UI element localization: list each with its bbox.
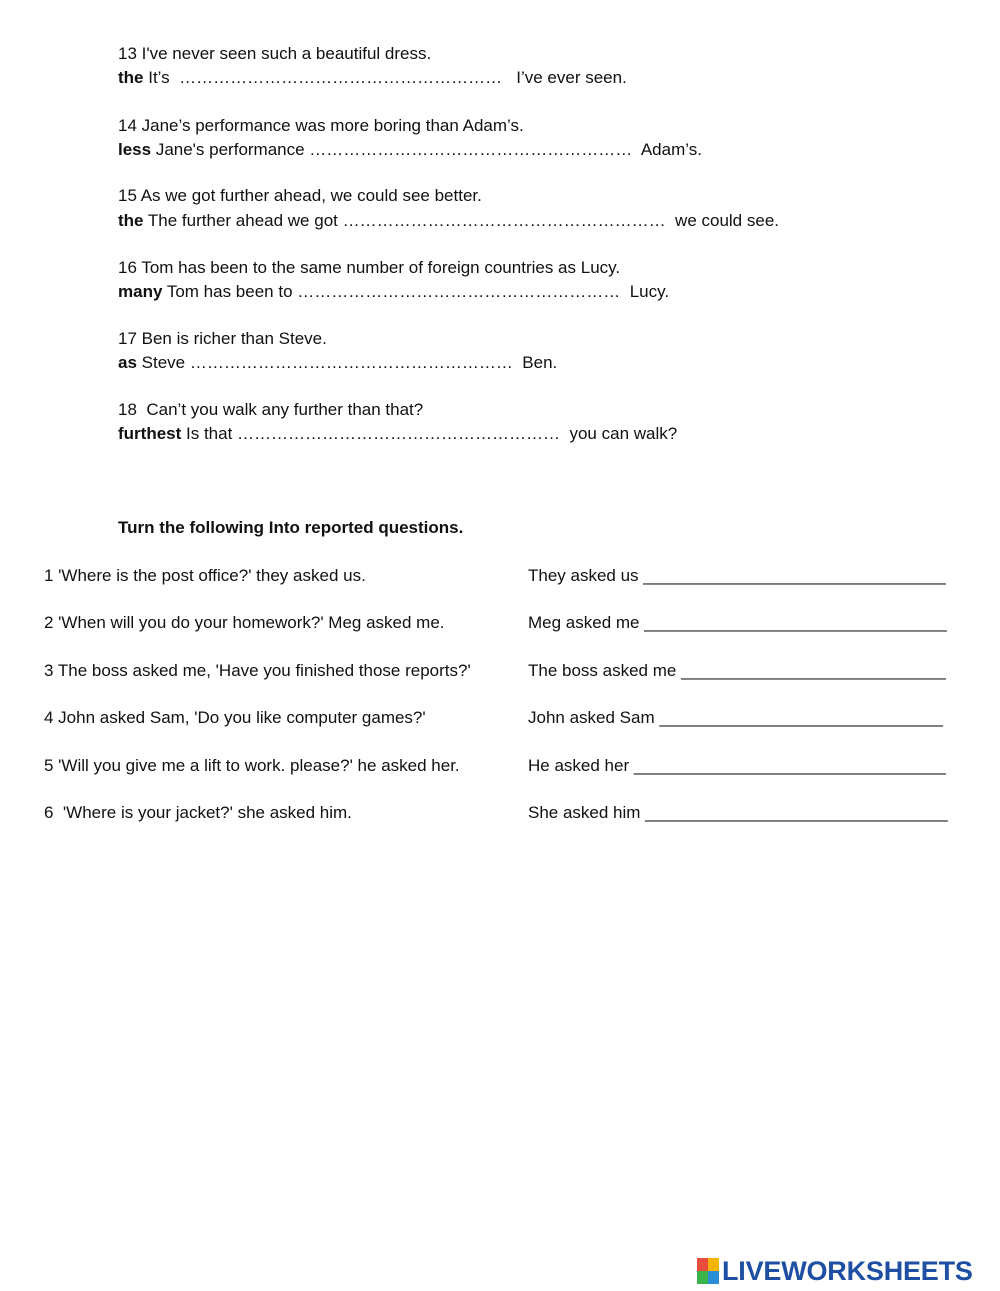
logo-mark-icon: [697, 1258, 719, 1284]
logo-mark-cell: [697, 1258, 708, 1271]
question-3-direct: 3 The boss asked me, 'Have you finished those reports?': [44, 661, 471, 680]
exercise-18-gap-text[interactable]: Is that ………………………………………………… you can walk?: [181, 424, 678, 443]
question-3-answer[interactable]: The boss asked me ____________________________: [528, 661, 946, 680]
exercise-18-prompt: [118, 424, 677, 444]
exercise-14-gap-text[interactable]: Jane's performance ………………………………………………… Adam’s.: [151, 140, 702, 159]
exercise-16-keyword: many: [118, 282, 163, 301]
exercise-13-keyword: the: [118, 68, 144, 87]
question-1-answer[interactable]: They asked us ________________________________: [528, 566, 946, 585]
exercise-15-keyword: the: [118, 211, 144, 230]
question-2-direct: 2 'When will you do your homework?' Meg asked me.: [44, 613, 445, 632]
question-6-answer[interactable]: She asked him ________________________________: [528, 803, 948, 822]
question-2-answer[interactable]: Meg asked me ________________________________: [528, 613, 947, 632]
exercise-17-gap-text[interactable]: Steve ………………………………………………… Ben.: [136, 353, 558, 372]
question-5-direct: 5 'Will you give me a lift to work. please?' he asked her.: [44, 756, 460, 775]
question-1-direct: 1 'Where is the post office?' they asked us.: [44, 566, 366, 585]
exercise-14-sentence: 14 Jane’s performance was more boring than Adam’s.: [118, 116, 524, 135]
exercise-13-prompt: [118, 68, 627, 88]
exercise-18-keyword: furthest: [118, 424, 182, 443]
question-4-answer[interactable]: John asked Sam ______________________________: [528, 708, 943, 727]
logo-mark-cell: [697, 1271, 708, 1284]
logo-text: LIVEWORKSHEETS: [722, 1256, 973, 1286]
exercise-17-prompt: [118, 353, 557, 373]
logo-mark-cell: [708, 1258, 719, 1271]
exercise-15-prompt: [118, 211, 779, 231]
exercise-13-sentence: 13 I've never seen such a beautiful dress.: [118, 44, 432, 63]
exercise-15-sentence: 15 As we got further ahead, we could see better.: [118, 186, 482, 205]
exercise-14-keyword: less: [118, 140, 152, 159]
liveworksheets-logo: [697, 1257, 973, 1285]
exercise-15-gap-text[interactable]: The further ahead we got ………………………………………………… we could see.: [143, 211, 779, 230]
logo-mark-cell: [708, 1271, 719, 1284]
exercise-16-sentence: 16 Tom has been to the same number of foreign countries as Lucy.: [118, 258, 621, 277]
question-5-answer[interactable]: He asked her _________________________________: [528, 756, 946, 775]
exercise-18-sentence: 18 Can’t you walk any further than that?: [118, 400, 424, 419]
exercise-17-keyword: as: [118, 353, 137, 372]
question-4-direct: 4 John asked Sam, 'Do you like computer games?': [44, 708, 426, 727]
exercise-16-prompt: [118, 282, 669, 302]
exercise-17-sentence: 17 Ben is richer than Steve.: [118, 329, 327, 348]
exercise-16-gap-text[interactable]: Tom has been to ………………………………………………… Lucy.: [162, 282, 670, 301]
question-6-direct: 6 'Where is your jacket?' she asked him.: [44, 803, 352, 822]
exercise-13-gap-text[interactable]: It’s ………………………………………………… I’ve ever seen.: [143, 68, 627, 87]
exercise-14-prompt: [118, 140, 702, 160]
section-heading: Turn the following Into reported questions.: [118, 518, 464, 537]
